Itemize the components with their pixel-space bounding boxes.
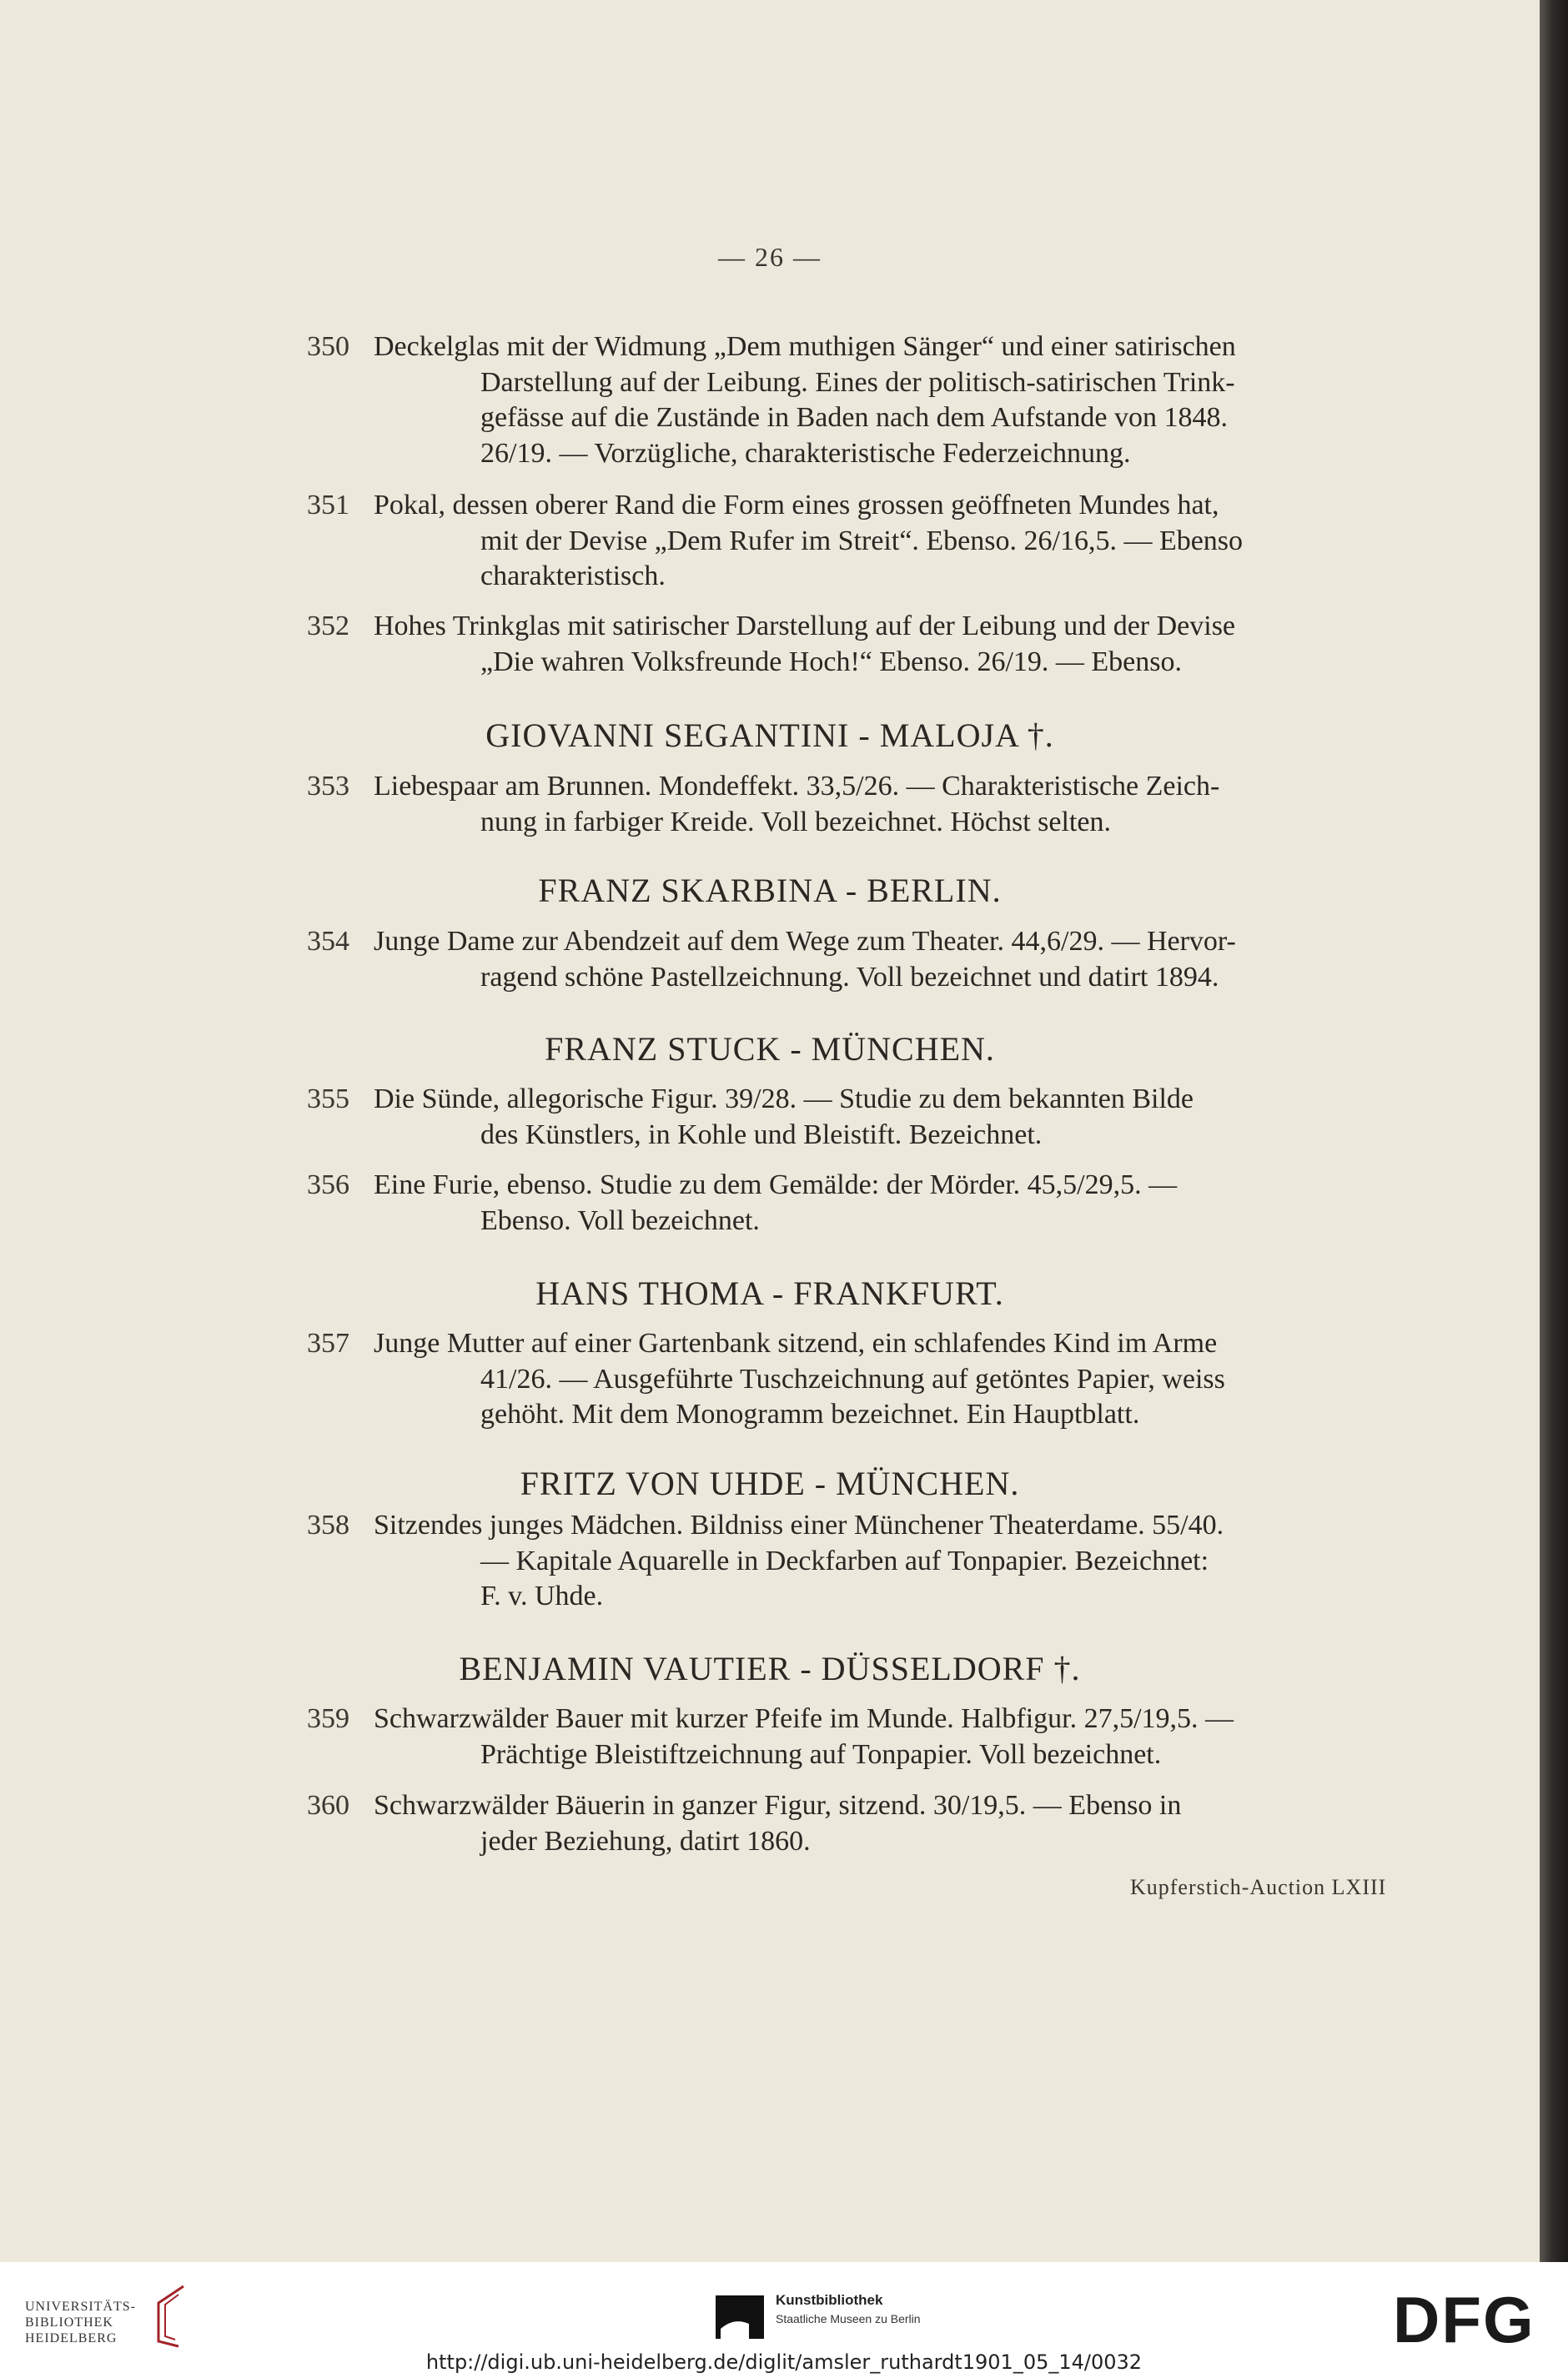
entry-line: — Kapitale Aquarelle in Deckfarben auf Tonpapier. Bezeichnet: [480, 1545, 1209, 1576]
entry-line: Liebespaar am Brunnen. Mondeffekt. 33,5/26. — Charakteristische Zeich- [374, 771, 1220, 802]
book-edge-shadow [1540, 0, 1568, 2262]
entry-number: 357 [307, 1328, 349, 1359]
kunstbibliothek-subtitle: Staatliche Museen zu Berlin [776, 2312, 921, 2325]
entry-line: des Künstlers, in Kohle und Bleistift. Bezeichnet. [480, 1119, 1043, 1150]
entry-line: 26/19. — Vorzügliche, charakteristische Federzeichnung. [480, 437, 1131, 469]
kunstbibliothek-logo-icon[interactable] [716, 2295, 764, 2339]
entry-number: 358 [307, 1510, 349, 1541]
artist-heading: HANS THOMA - FRANKFURT. [535, 1274, 1004, 1312]
entry-line: F. v. Uhde. [480, 1581, 604, 1611]
university-line: BIBLIOTHEK [25, 2315, 113, 2330]
catalog-signature: Kupferstich-Auction LXIII [1130, 1875, 1387, 1899]
entry-line: mit der Devise „Dem Rufer im Streit“. Ebenso. 26/16,5. — Ebenso [480, 525, 1244, 556]
entry-line: 41/26. — Ausgeführte Tuschzeichnung auf getöntes Papier, weiss [480, 1363, 1225, 1395]
entry-line: Hohes Trinkglas mit satirischer Darstellung auf der Leibung und der Devise [374, 611, 1236, 641]
entry-line: Deckelglas mit der Widmung „Dem muthigen Sänger“ und einer satirischen [374, 331, 1236, 362]
entry-line: ragend schöne Pastellzeichnung. Voll bezeichnet und datirt 1894. [480, 961, 1219, 993]
entry-line: charakteristisch. [480, 561, 666, 591]
entry-line: Eine Furie, ebenso. Studie zu dem Gemälde: der Mörder. 45,5/29,5. — [374, 1169, 1178, 1200]
university-line: HEIDELBERG [25, 2331, 118, 2345]
entry-line: Junge Dame zur Abendzeit auf dem Wege zum Theater. 44,6/29. — Hervor- [374, 926, 1236, 957]
entry-line: Junge Mutter auf einer Gartenbank sitzend, ein schlafendes Kind im Arme [374, 1328, 1218, 1359]
entry-number: 352 [307, 611, 349, 641]
page-number: — 26 — [718, 242, 822, 272]
entry-number: 350 [307, 331, 349, 362]
entry-line: Die Sünde, allegorische Figur. 39/28. — Studie zu dem bekannten Bilde [374, 1083, 1194, 1114]
entry-number: 359 [307, 1703, 349, 1734]
entry-number: 351 [307, 490, 349, 520]
artist-heading: GIOVANNI SEGANTINI - MALOJA †. [485, 716, 1054, 754]
entry-line: jeder Beziehung, datirt 1860. [480, 1825, 811, 1857]
entry-line: Darstellung auf der Leibung. Eines der politisch-satirischen Trink- [480, 366, 1235, 398]
entry-line: Ebenso. Voll bezeichnet. [480, 1204, 760, 1236]
entry-line: nung in farbiger Kreide. Voll bezeichnet. Höchst selten. [480, 806, 1111, 837]
entry-number: 360 [307, 1790, 349, 1821]
university-library-name[interactable] [25, 2299, 136, 2346]
dfg-logo[interactable]: DFG [1393, 2283, 1535, 2356]
entry-line: Sitzendes junges Mädchen. Bildniss einer Münchener Theaterdame. 55/40. [374, 1510, 1224, 1541]
source-url-link[interactable]: http://digi.ub.uni-heidelberg.de/diglit/amsler_ruthardt1901_05_14/0032 [425, 2350, 1143, 2374]
university-logo-icon[interactable] [142, 2283, 192, 2350]
entry-number: 356 [307, 1169, 349, 1200]
entry-line: Pokal, dessen oberer Rand die Form eines grossen geöffneten Mundes hat, [374, 490, 1219, 520]
kunstbibliothek-title[interactable]: Kunstbibliothek [776, 2292, 883, 2308]
artist-heading: FRANZ SKARBINA - BERLIN. [538, 872, 1002, 909]
entry-number: 353 [307, 771, 349, 802]
entry-number: 354 [307, 926, 349, 957]
artist-heading: FRITZ VON UHDE - MÜNCHEN. [520, 1465, 1020, 1502]
entry-line: Schwarzwälder Bauer mit kurzer Pfeife im Munde. Halbfigur. 27,5/19,5. — [374, 1703, 1234, 1734]
entry-line: Prächtige Bleistiftzeichnung auf Tonpapier. Voll bezeichnet. [480, 1738, 1162, 1770]
artist-heading: BENJAMIN VAUTIER - DÜSSELDORF †. [459, 1650, 1081, 1687]
entry-line: Schwarzwälder Bäuerin in ganzer Figur, sitzend. 30/19,5. — Ebenso in [374, 1790, 1182, 1821]
university-line: UNIVERSITÄTS- [25, 2300, 136, 2314]
entry-line: gefässe auf die Zustände in Baden nach dem Aufstande von 1848. [480, 402, 1229, 433]
entry-line: „Die wahren Volksfreunde Hoch!“ Ebenso. 26/19. — Ebenso. [480, 646, 1182, 677]
artist-heading: FRANZ STUCK - MÜNCHEN. [545, 1030, 995, 1068]
entry-line: gehöht. Mit dem Monogramm bezeichnet. Ein Hauptblatt. [480, 1399, 1140, 1430]
entry-number: 355 [307, 1083, 349, 1114]
